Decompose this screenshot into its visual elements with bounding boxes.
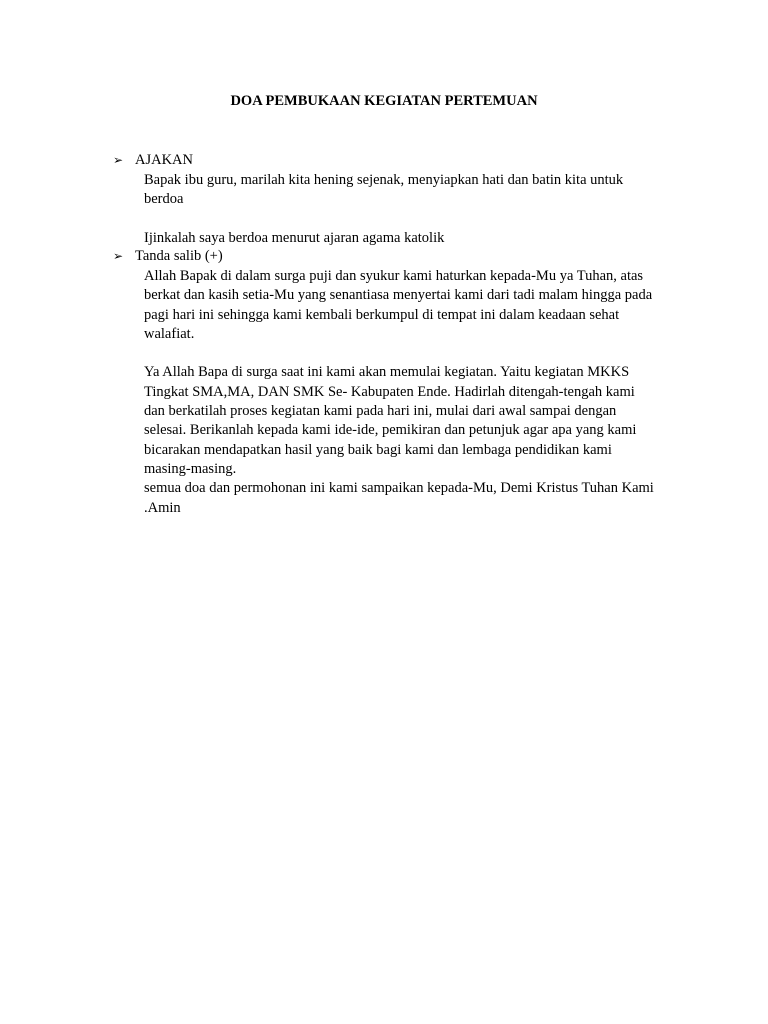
- text-line: Ya Allah Bapa di surga saat ini kami akan memulai kegiatan. Yaitu kegiatan MKKS: [144, 364, 630, 381]
- section-tanda-salib-body: [144, 267, 684, 518]
- text-line: Allah Bapak di dalam surga puji dan syukur kami haturkan kepada-Mu ya Tuhan, atas: [144, 268, 644, 284]
- text-line: pagi hari ini sehingga kami kembali berkumpul di tempat ini dalam keadaan sehat: [144, 306, 620, 323]
- text-line: bicarakan mendapatkan hasil yang baik bagi kami dan lembaga pendidikan kami: [144, 441, 612, 458]
- section-heading: Tanda salib (+): [135, 248, 223, 264]
- text-line: masing-masing.: [144, 460, 237, 477]
- text-line: berdoa: [144, 191, 184, 208]
- text-line: selesai. Berikanlah kepada kami ide-ide, pemikiran dan petunjuk agar apa yang kami: [144, 422, 637, 439]
- text-line: Ijinkalah saya berdoa menurut ajaran agama katolik: [144, 229, 445, 246]
- text-line: berkat dan kasih setia-Mu yang senantiasa menyertai kami dari tadi malam hingga pada: [144, 287, 653, 304]
- section-heading: AJAKAN: [135, 152, 193, 168]
- text-line: .Amin: [144, 499, 181, 516]
- document-title: DOA PEMBUKAAN KEGIATAN PERTEMUAN: [230, 93, 538, 109]
- section-ajakan-body: [144, 171, 684, 248]
- text-line: dan berkatilah proses kegiatan kami pada hari ini, mulai dari awal sampai dengan: [144, 403, 617, 420]
- text-line: [144, 344, 684, 363]
- section-ajakan: [113, 152, 193, 169]
- section-tanda-salib: [113, 248, 223, 265]
- text-line: Bapak ibu guru, marilah kita hening sejenak, menyiapkan hati dan batin kita untuk: [144, 172, 624, 188]
- arrow-bullet-icon: ➢: [113, 249, 124, 263]
- text-line: semua doa dan permohonan ini kami sampaikan kepada-Mu, Demi Kristus Tuhan Kami: [144, 480, 654, 497]
- text-line: walafiat.: [144, 325, 195, 342]
- text-line: Tingkat SMA,MA, DAN SMK Se- Kabupaten Ende. Hadirlah ditengah-tengah kami: [144, 383, 635, 400]
- text-line: [144, 210, 684, 229]
- arrow-bullet-icon: ➢: [113, 153, 124, 167]
